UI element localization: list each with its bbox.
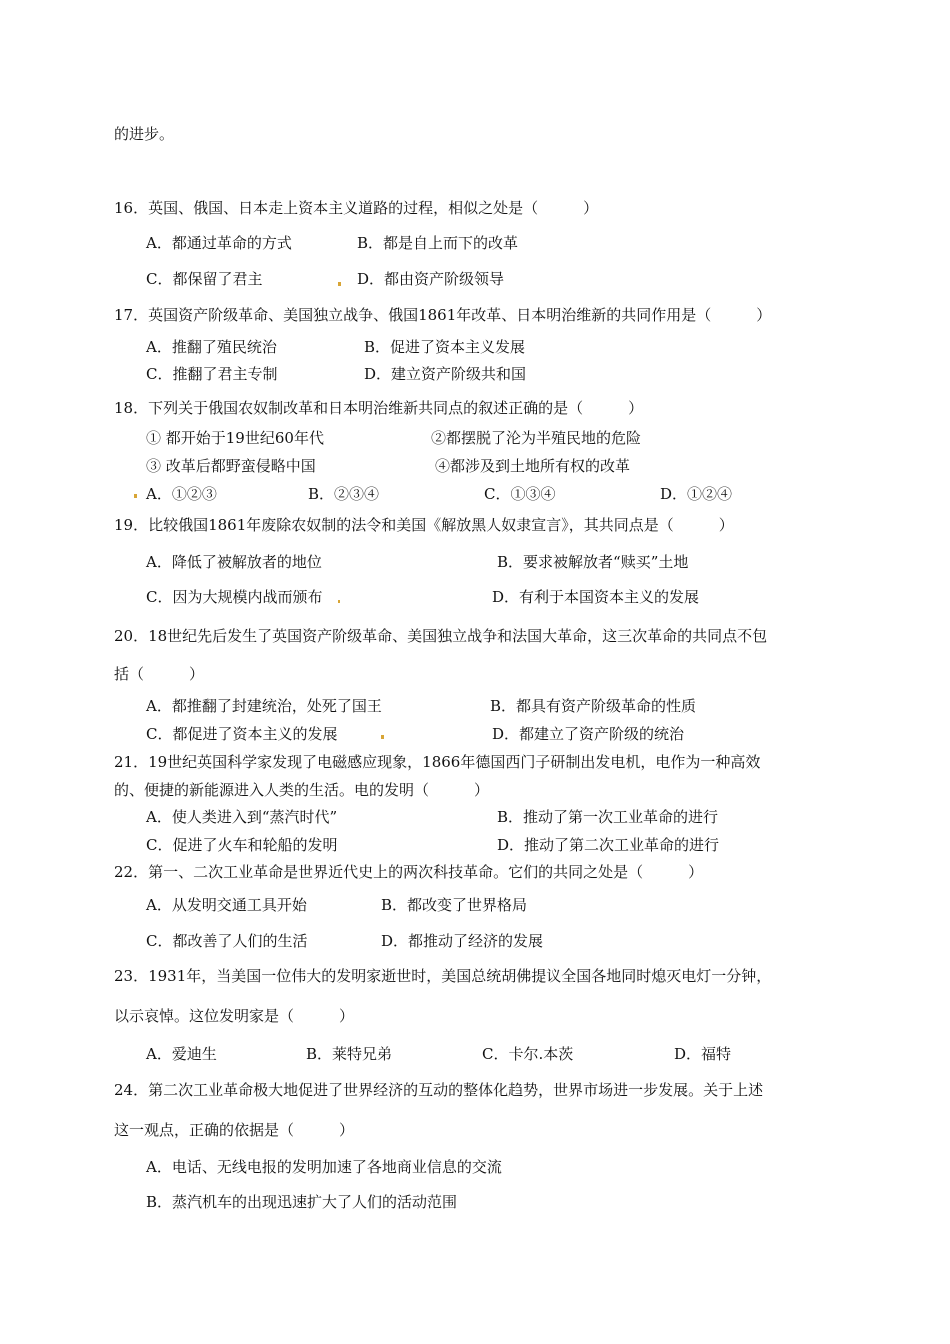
question-21-option-a: A．使人类进入到“蒸汽时代” (146, 808, 338, 826)
question-17-stem: 17．英国资产阶级革命、美国独立战争、俄国1861年改革、日本明治维新的共同作用是（ ） (114, 306, 772, 324)
question-17-option-d: D．建立资产阶级共和国 (364, 365, 527, 383)
question-20-option-d: D．都建立了资产阶级的统治 (492, 725, 685, 743)
question-20-stem: 20．18世纪先后发生了英国资产阶级革命、美国独立战争和法国大革命，这三次革命的共同点不包 (114, 627, 768, 645)
question-19-option-a: A．降低了被解放者的地位 (146, 553, 322, 571)
question-20-option-c: C．都促进了资本主义的发展 (146, 725, 338, 743)
question-21-stem-cont: 的、便捷的新能源进入人类的生活。电的发明（ ） (114, 781, 490, 799)
question-23-stem: 23．1931年，当美国一位伟大的发明家逝世时，美国总统胡佛提议全国各地同时熄灭电灯一分钟， (114, 967, 772, 985)
question-16-option-a: A．都通过革命的方式 (146, 234, 292, 252)
question-24-option-a: A．电话、无线电报的发明加速了各地商业信息的交流 (146, 1158, 502, 1176)
question-18-statement-4: ④都涉及到土地所有权的改革 (435, 457, 631, 475)
question-19-option-b: B．要求被解放者“赎买”土地 (497, 553, 689, 571)
question-18-option-d: D．①②④ (660, 485, 733, 503)
question-17-option-c: C．推翻了君主专制 (146, 365, 278, 383)
question-16-option-d: D．都由资产阶级领导 (357, 270, 505, 288)
question-20-option-b: B．都具有资产阶级革命的性质 (490, 697, 697, 715)
scan-mark (338, 600, 340, 603)
question-22-option-a: A．从发明交通工具开始 (146, 896, 307, 914)
question-17-option-a: A．推翻了殖民统治 (146, 338, 277, 356)
scan-mark (381, 735, 384, 739)
scan-mark (338, 282, 341, 286)
question-16-stem: 16．英国、俄国、日本走上资本主义道路的过程，相似之处是（ ） (114, 199, 599, 217)
question-21-option-d: D．推动了第二次工业革命的进行 (497, 836, 720, 854)
question-24-stem-cont: 这一观点，正确的依据是（ ） (114, 1121, 355, 1139)
question-23-option-a: A．爱迪生 (146, 1045, 217, 1063)
question-18-option-b: B．②③④ (308, 485, 380, 503)
question-21-option-b: B．推动了第一次工业革命的进行 (497, 808, 719, 826)
question-24-stem: 24．第二次工业革命极大地促进了世界经济的互动的整体化趋势，世界市场进一步发展。关于上述 (114, 1081, 764, 1099)
question-20-option-a: A．都推翻了封建统治，处死了国王 (146, 697, 382, 715)
question-22-stem: 22．第一、二次工业革命是世界近代史上的两次科技革命。它们的共同之处是（ ） (114, 863, 704, 881)
question-18-statement-2: ②都摆脱了沦为半殖民地的危险 (431, 429, 642, 447)
question-23-stem-cont: 以示哀悼。这位发明家是（ ） (114, 1007, 355, 1025)
question-21-option-c: C．促进了火车和轮船的发明 (146, 836, 338, 854)
question-18-option-a: A．①②③ (146, 485, 217, 503)
question-19-option-d: D．有利于本国资本主义的发展 (492, 588, 700, 606)
question-20-stem-cont: 括（ ） (114, 665, 205, 683)
question-24-option-b: B．蒸汽机车的出现迅速扩大了人们的活动范围 (146, 1193, 458, 1211)
question-22-option-b: B．都改变了世界格局 (381, 896, 528, 914)
question-23-option-d: D．福特 (674, 1045, 732, 1063)
question-18-statement-3: ③ 改革后都野蛮侵略中国 (146, 457, 316, 475)
question-19-stem: 19．比较俄国1861年废除农奴制的法令和美国《解放黑人奴隶宣言》，其共同点是（ ） (114, 516, 734, 534)
question-21-stem: 21．19世纪英国科学家发现了电磁感应现象，1866年德国西门子研制出发电机，电作为一种高效 (114, 753, 761, 771)
question-18-statement-1: ① 都开始于19世纪60年代 (146, 429, 324, 447)
question-22-option-c: C．都改善了人们的生活 (146, 932, 308, 950)
continued-text: 的进步。 (114, 125, 175, 143)
question-22-option-d: D．都推动了经济的发展 (381, 932, 544, 950)
question-23-option-b: B．莱特兄弟 (306, 1045, 393, 1063)
question-16-option-c: C．都保留了君主 (146, 270, 263, 288)
question-18-stem: 18．下列关于俄国农奴制改革和日本明治维新共同点的叙述正确的是（ ） (114, 399, 644, 417)
question-18-option-c: C．①③④ (484, 485, 556, 503)
question-17-option-b: B．促进了资本主义发展 (364, 338, 526, 356)
question-23-option-c: C．卡尔.本茨 (482, 1045, 574, 1063)
scan-mark (134, 494, 137, 498)
question-19-option-c: C．因为大规模内战而颁布 (146, 588, 323, 606)
question-16-option-b: B．都是自上而下的改革 (357, 234, 519, 252)
